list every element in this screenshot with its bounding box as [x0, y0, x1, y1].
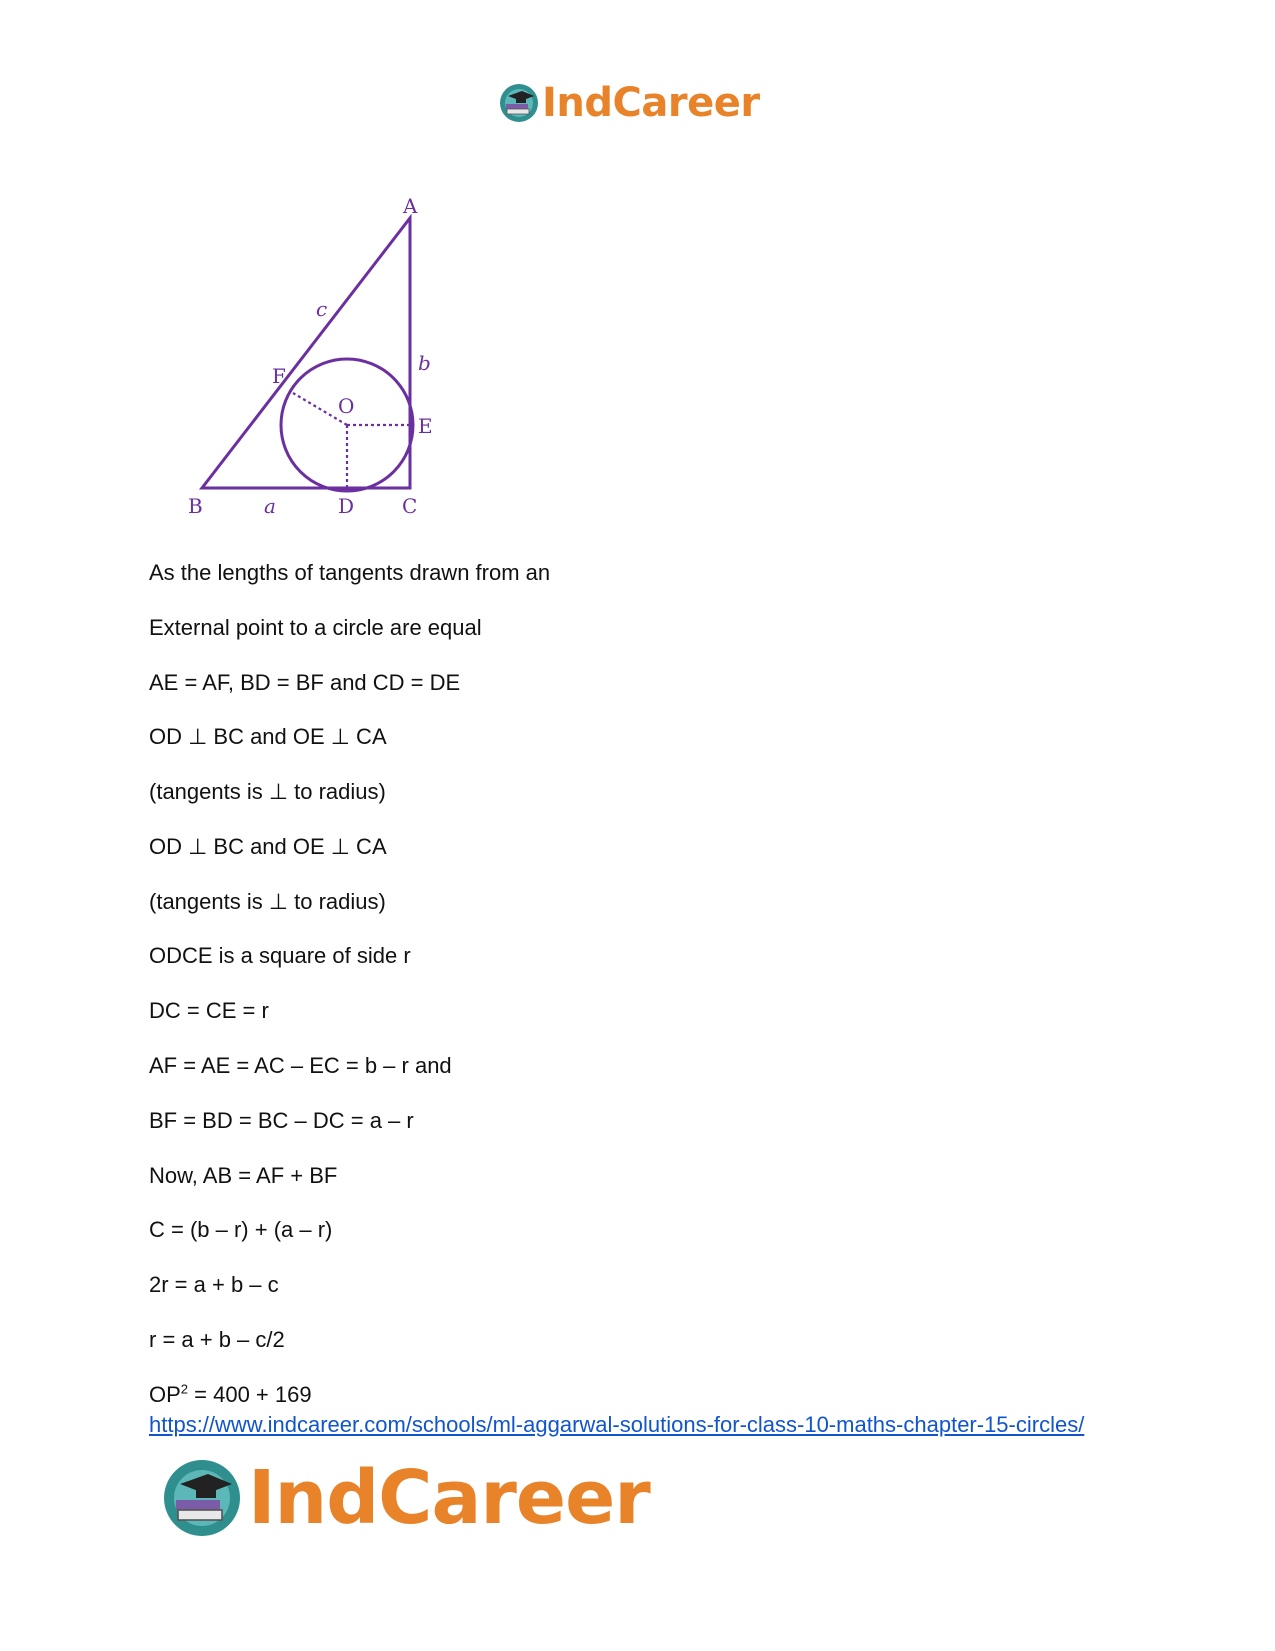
label-b-vertex: B	[188, 494, 203, 518]
text-line: External point to a circle are equal	[149, 615, 482, 640]
graduation-cap-books-icon	[498, 82, 540, 124]
label-f-point: F	[272, 364, 286, 388]
text-line: OD ⊥ BC and OE ⊥ CA	[149, 724, 387, 749]
label-a-vertex: A	[403, 194, 418, 218]
triangle-abc	[202, 218, 410, 488]
text-line: C = (b – r) + (a – r)	[149, 1217, 333, 1242]
logo-text: IndCareer	[542, 80, 760, 126]
equation-base: OP	[149, 1382, 181, 1407]
text-line: BF = BD = BC – DC = a – r	[149, 1108, 414, 1133]
text-line: (tangents is ⊥ to radius)	[149, 889, 386, 914]
source-link[interactable]: https://www.indcareer.com/schools/ml-aggarwal-solutions-for-class-10-maths-chapter-15-circles/	[149, 1412, 1085, 1437]
equation-op-squared	[149, 1382, 312, 1408]
header-logo	[498, 78, 760, 128]
label-e-point: E	[418, 414, 433, 438]
text-line: ODCE is a square of side r	[149, 943, 411, 968]
label-side-a: a	[264, 494, 276, 518]
graduation-cap-books-icon	[160, 1456, 244, 1540]
text-line: (tangents is ⊥ to radius)	[149, 779, 386, 804]
text-line: Now, AB = AF + BF	[149, 1163, 338, 1188]
label-side-b: b	[418, 351, 431, 375]
text-line: DC = CE = r	[149, 998, 269, 1023]
footer-logo	[160, 1455, 650, 1541]
text-line: r = a + b – c/2	[149, 1327, 285, 1352]
equation-exponent: 2	[180, 1381, 189, 1397]
text-line: As the lengths of tangents drawn from an	[149, 560, 551, 585]
logo-text: IndCareer	[248, 1455, 650, 1541]
label-o-center: O	[338, 394, 355, 418]
text-line: AE = AF, BD = BF and CD = DE	[149, 670, 461, 695]
text-line: 2r = a + b – c	[149, 1272, 279, 1297]
triangle-incircle-figure	[180, 188, 440, 518]
label-side-c: c	[316, 297, 328, 321]
text-line: OD ⊥ BC and OE ⊥ CA	[149, 834, 387, 859]
text-line: AF = AE = AC – EC = b – r and	[149, 1053, 452, 1078]
equation-rest: = 400 + 169	[188, 1382, 312, 1407]
label-d-point: D	[338, 494, 355, 518]
label-c-vertex: C	[402, 494, 418, 518]
